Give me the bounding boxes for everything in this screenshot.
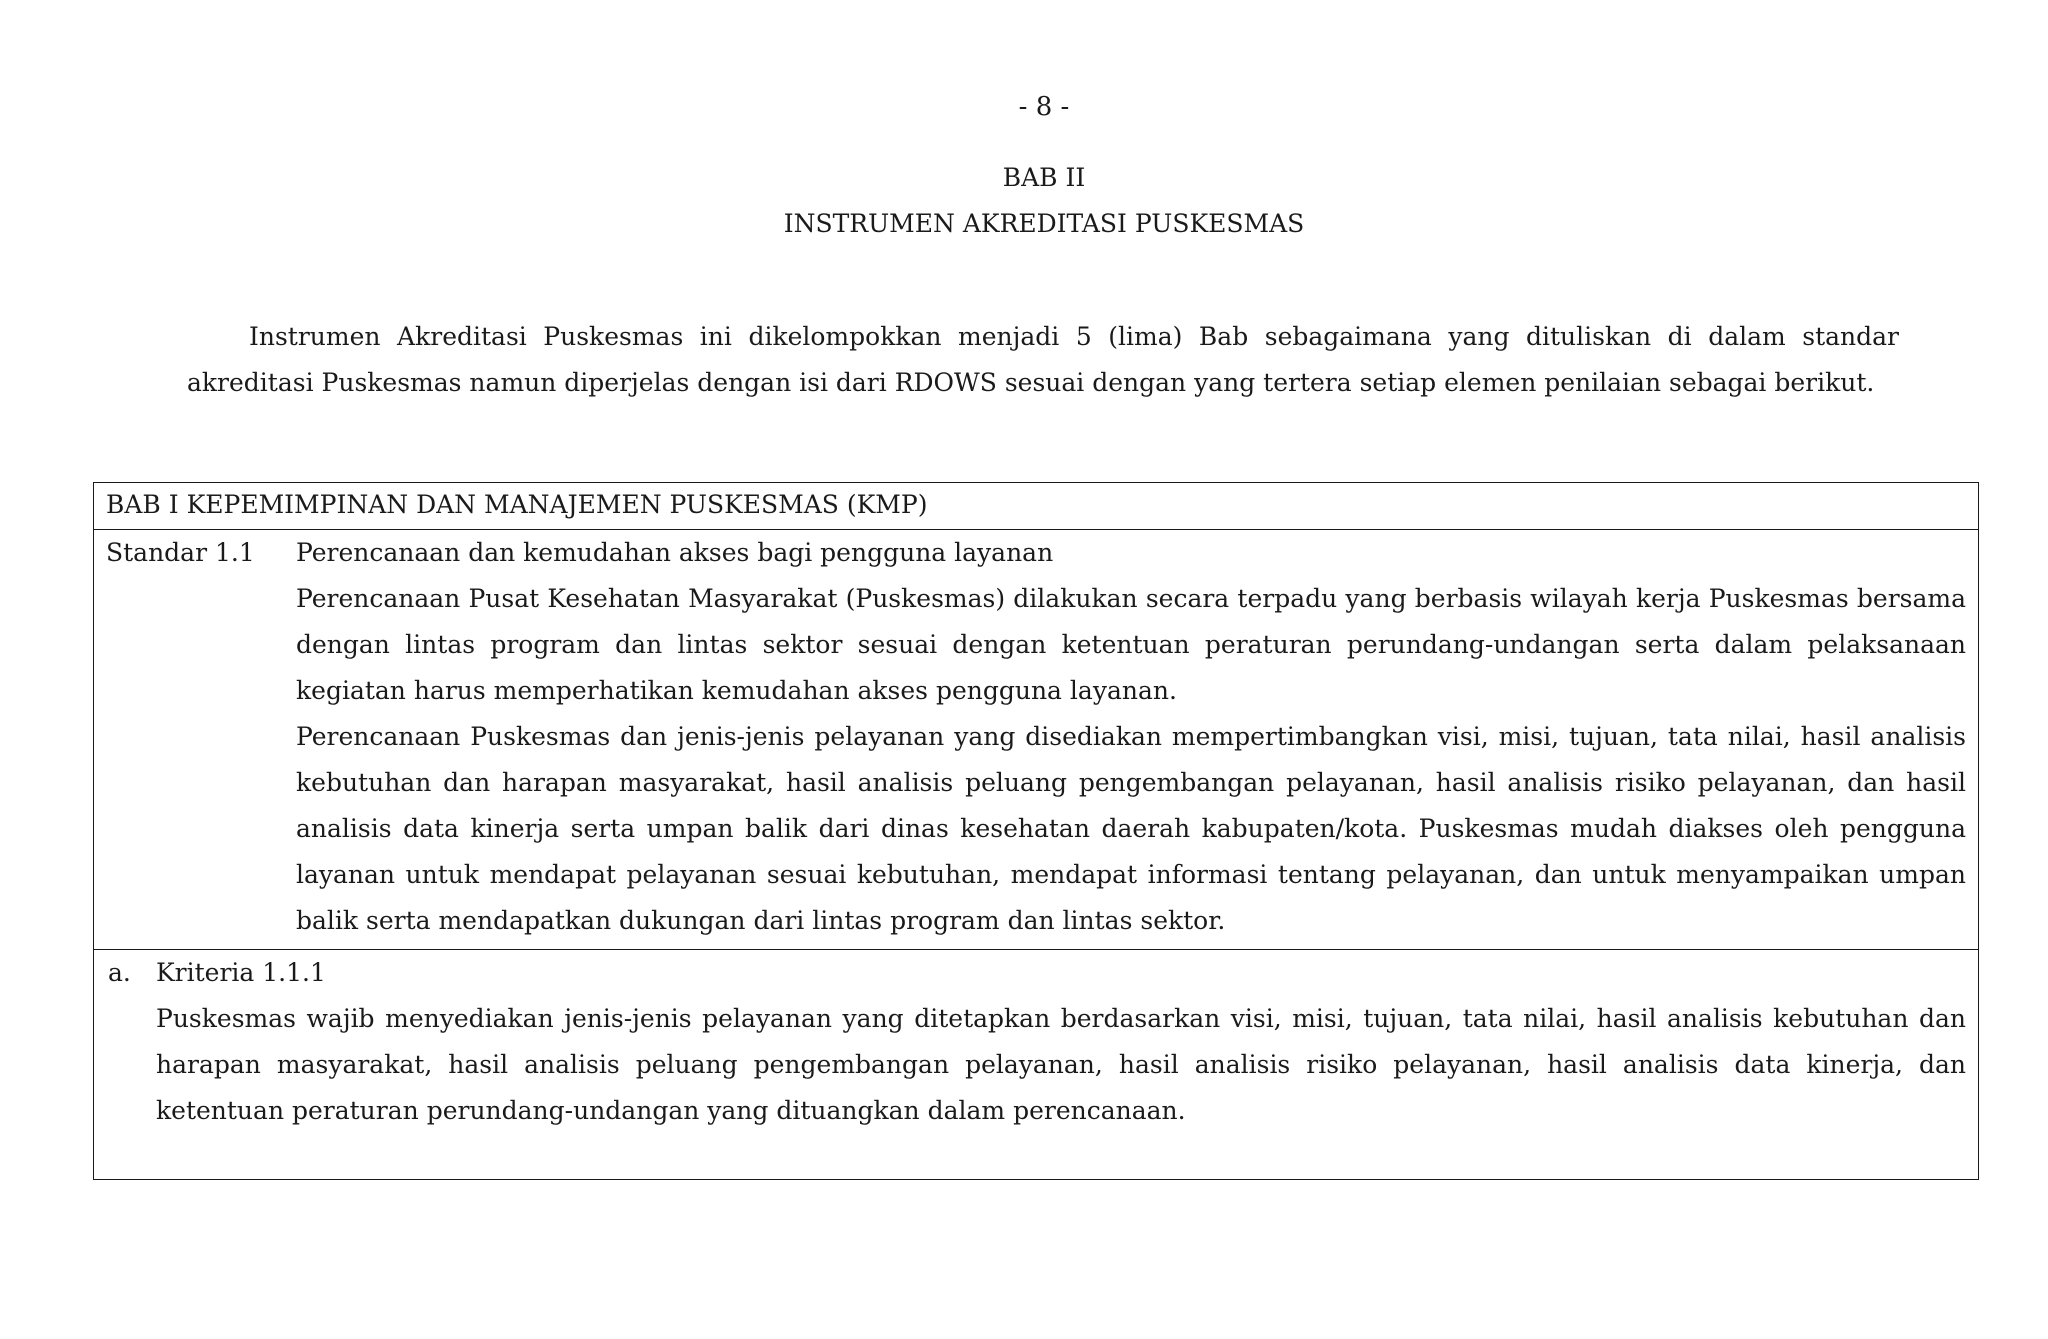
- bab-heading-row: [94, 483, 1978, 530]
- page-number: - 8 -: [1018, 92, 1070, 122]
- criteria-row: [94, 950, 1978, 1179]
- intro-paragraph: Instrumen Akreditasi Puskesmas ini dikelompokkan menjadi 5 (lima) Bab sebagaimana yang dituliskan di dalam standar akreditasi Puskesmas namun diperjelas dengan isi dari RDOWS sesuai dengan yang tertera setiap elemen penilaian sebagai berikut.: [187, 322, 1899, 397]
- criteria-body: [156, 950, 1966, 1134]
- standard-body: [296, 530, 1966, 944]
- standard-row: [94, 530, 1978, 950]
- chapter-title: INSTRUMEN AKREDITASI PUSKESMAS: [783, 209, 1305, 238]
- standard-title: Perencanaan dan kemudahan akses bagi pengguna layanan: [296, 538, 1054, 567]
- chapter-heading: [0, 155, 2048, 247]
- chapter-label: BAB II: [1002, 163, 1086, 192]
- criteria-title: Kriteria 1.1.1: [156, 958, 326, 987]
- standard-paragraph-2: Perencanaan Puskesmas dan jenis-jenis pelayanan yang disediakan mempertimbangkan visi, misi, tujuan, tata nilai, hasil analisis kebutuhan dan harapan masyarakat, hasil analisis peluang pengembangan pelayanan, hasil analisis risiko pelayanan, dan hasil analisis data kinerja serta umpan balik dari dinas kesehatan daerah kabupaten/kota. Puskesmas mudah diakses oleh pengguna layanan untuk mendapat pelayanan sesuai kebutuhan, mendapat informasi tentang pelayanan, dan untuk menyampaikan umpan balik serta mendapatkan dukungan dari lintas program dan lintas sektor.: [296, 722, 1966, 935]
- criteria-text: Puskesmas wajib menyediakan jenis-jenis pelayanan yang ditetapkan berdasarkan visi, misi, tujuan, tata nilai, hasil analisis kebutuhan dan harapan masyarakat, hasil analisis peluang pengembangan pelayanan, hasil analisis risiko pelayanan, hasil analisis data kinerja, dan ketentuan peraturan perundang-undangan yang dituangkan dalam perencanaan.: [156, 1004, 1966, 1125]
- accreditation-table: [93, 482, 1979, 1180]
- bab-heading: BAB I KEPEMIMPINAN DAN MANAJEMEN PUSKESMAS (KMP): [106, 490, 928, 519]
- standard-label: Standar 1.1: [106, 538, 255, 567]
- standard-paragraph-1: Perencanaan Pusat Kesehatan Masyarakat (Puskesmas) dilakukan secara terpadu yang berbasis wilayah kerja Puskesmas bersama dengan lintas program dan lintas sektor sesuai dengan ketentuan peraturan perundang-undangan serta dalam pelaksanaan kegiatan harus memperhatikan kemudahan akses pengguna layanan.: [296, 584, 1966, 705]
- criteria-letter: a.: [108, 958, 131, 987]
